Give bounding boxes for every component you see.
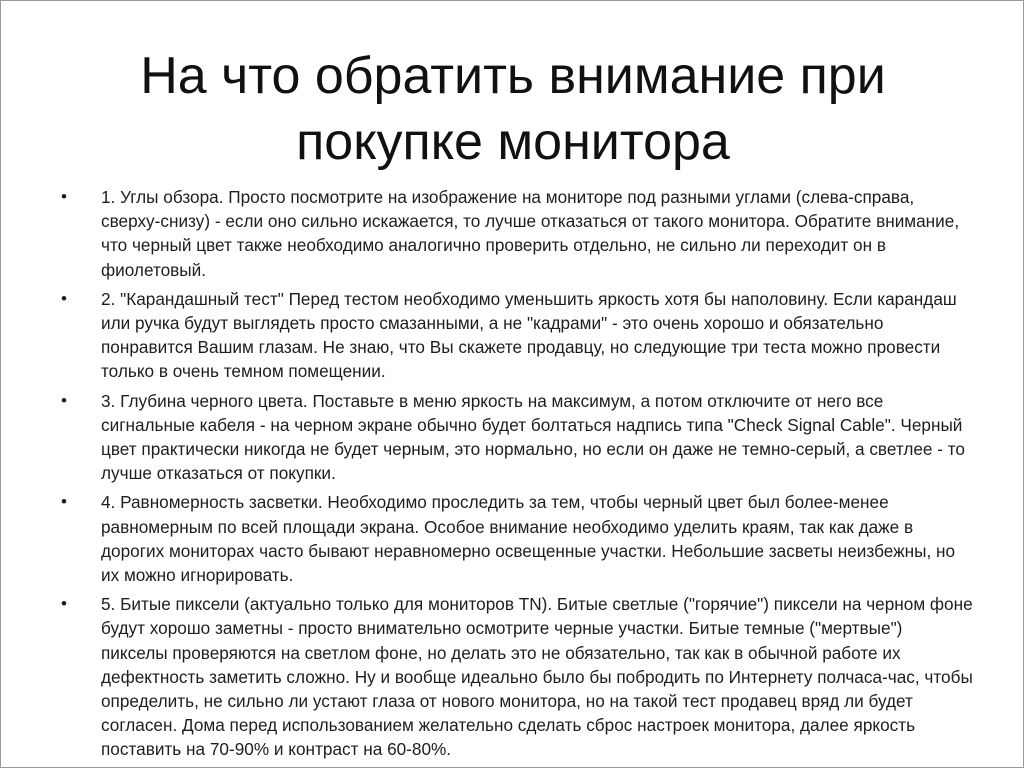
bullet-item-5 (61, 592, 973, 761)
bullet-dot-icon: • (61, 594, 67, 614)
bullet-item-1 (61, 185, 973, 282)
bullet-text: 5. Битые пиксели (актуально только для мониторов TN). Битые светлые ("горячие") пиксели на черном фоне будут хорошо заметны - просто внимательно осмотрите черные участки. Битые темные ("мертвые") пикселы проверяются на светлом фоне, но делать это не обязательно, так как в обычной работе их дефектность заметить сложно. Ну и вообще идеально было бы побродить по Интернету полчаса-час, чтобы определить, не сильно ли устают глаза от нового монитора, но на такой тест продавец вряд ли будет согласен. Дома перед использованием желательно сделать сброс настроек монитора, далее яркость поставить на 70-90% и контраст на 60-80%. (101, 594, 973, 760)
bullet-text: 1. Углы обзора. Просто посмотрите на изображение на мониторе под разными углами (слева-справа, сверху-снизу) - если оно сильно искажается, то лучше отказаться от такого монитора. Обратите внимание, что черный цвет также необходимо аналогично проверить отдельно, не сильно ли переходит он в фиолетовый. (101, 187, 960, 280)
bullet-text: 2. "Карандашный тест" Перед тестом необходимо уменьшить яркость хотя бы наполовину. Если карандаш или ручка будут выглядеть просто смазанными, а не "кадрами" - это очень хорошо и обязательно понравится Вашим глазам. Не знаю, что Вы скажете продавцу, но следующие три теста можно провести только в очень темном помещении. (101, 288, 957, 382)
bullet-item-2 (61, 287, 973, 384)
bullet-item-3 (61, 389, 973, 486)
slide-title: На что обратить внимание при покупке монитора (140, 47, 886, 171)
bullet-dot-icon: • (61, 187, 67, 206)
bullet-text: 4. Равномерность засветки. Необходимо проследить за тем, чтобы черный цвет был более-менее равномерным по всей площади экрана. Особое внимание необходимо уделить краям, так как даже в дорогих мониторах часто бывают неравномерно освещенные участки. Небольшие засветы неизбежны, но их можно игнорировать. (101, 492, 956, 586)
bullet-dot-icon: • (61, 390, 67, 410)
bullet-item-4 (61, 490, 973, 587)
bullet-dot-icon: • (61, 492, 67, 512)
bullet-dot-icon: • (61, 288, 67, 308)
bullet-text: 3. Глубина черного цвета. Поставьте в меню яркость на максимум, а потом отключите от него все сигнальные кабеля - на черном экране обычно будет болтаться надпись типа "Check Signal Cable". Черный цвет практически никогда не будет черным, это нормально, но если он даже не темно-серый, а светлее - то лучше отказаться от покупки. (101, 390, 965, 484)
bullet-list (61, 185, 973, 767)
